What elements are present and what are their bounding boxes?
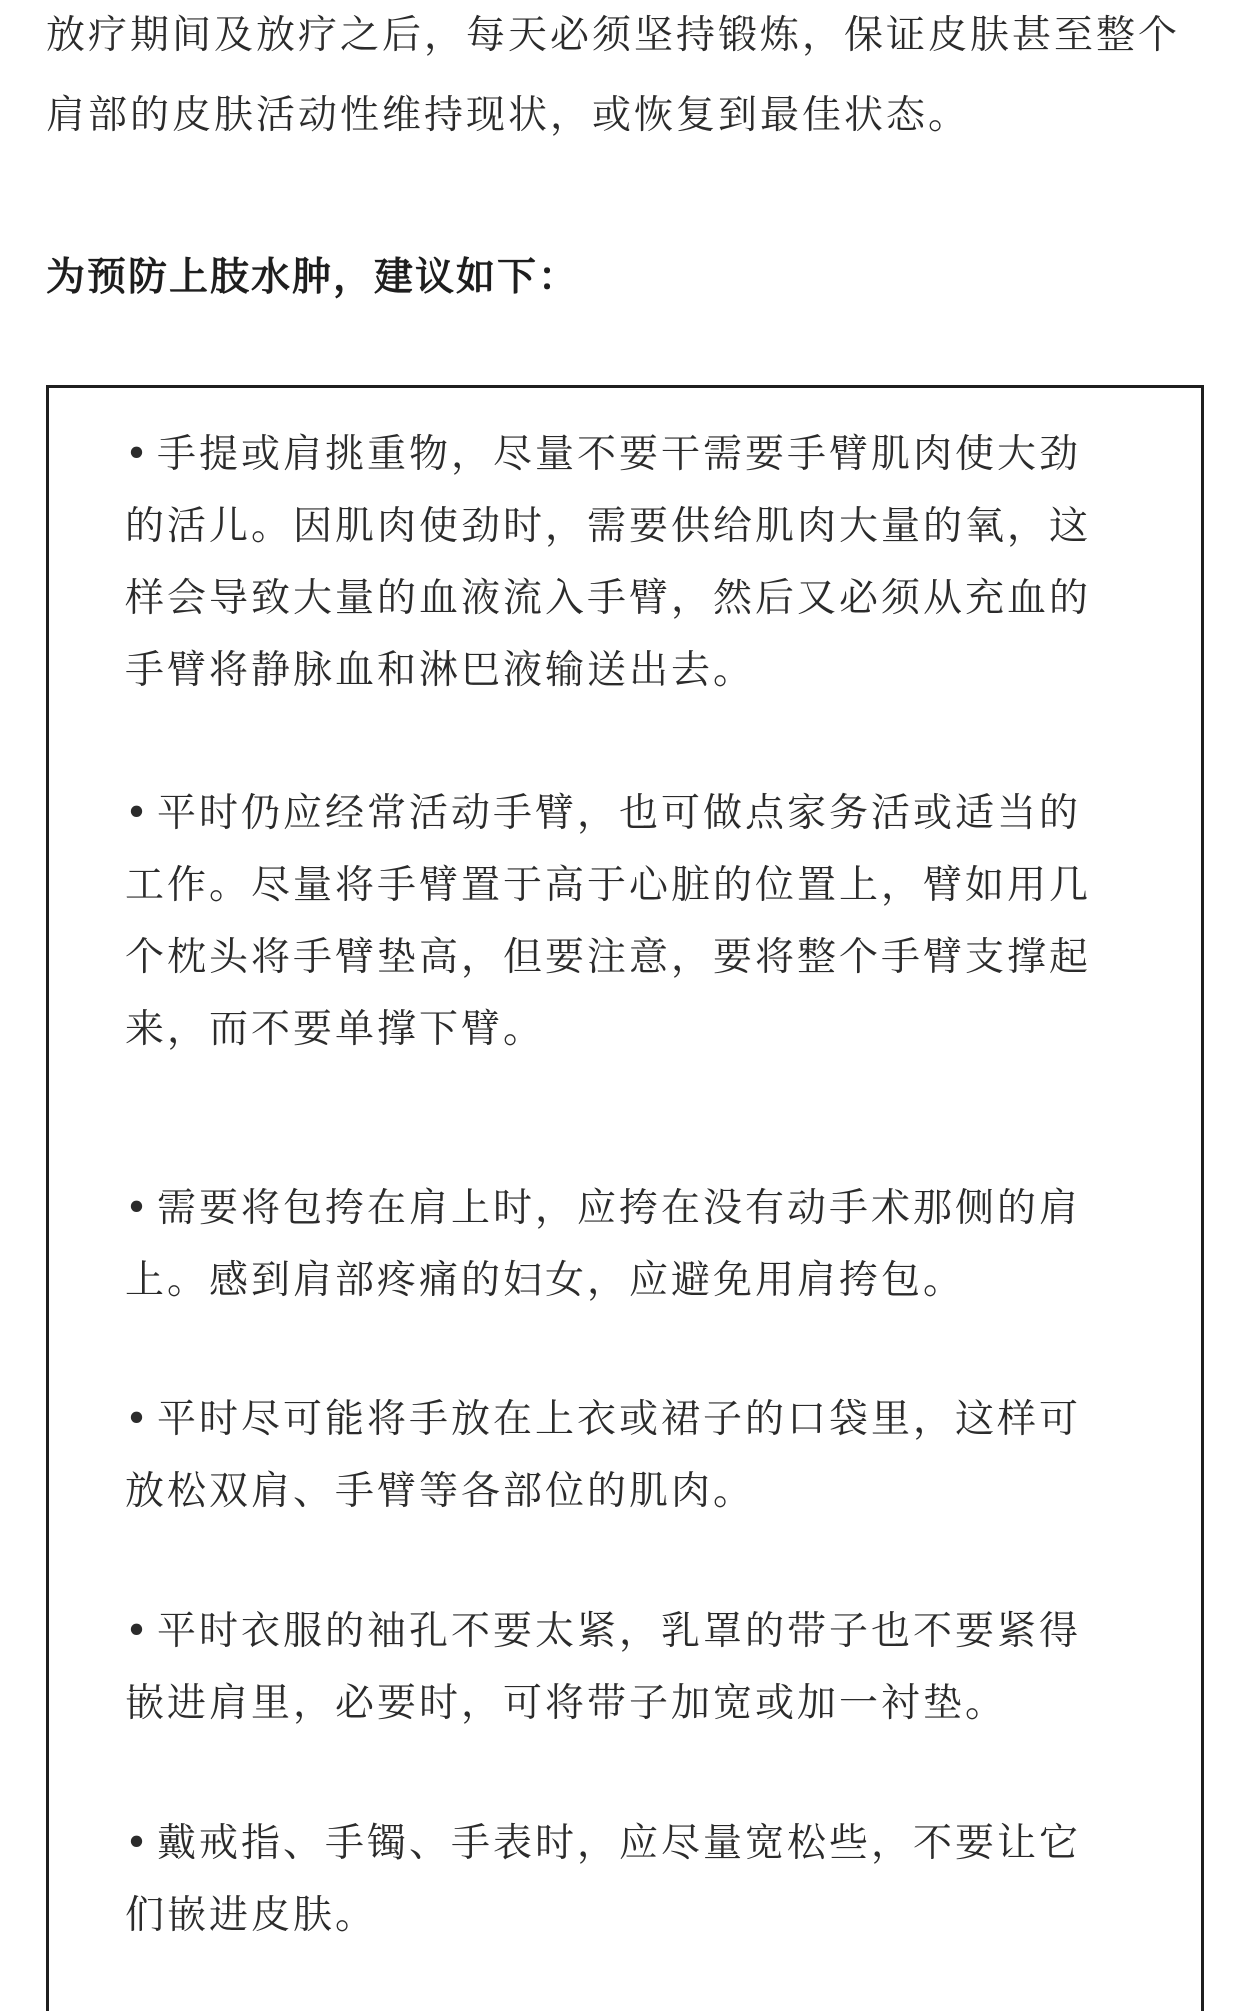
tip-line	[125, 1808, 1081, 1880]
tip-line: 们嵌进皮肤。	[125, 1893, 378, 1938]
tip-line	[125, 419, 1091, 491]
tip-item	[125, 778, 1091, 1066]
intro-line: 肩部的皮肤活动性维持现状，或恢复到最佳状态。	[46, 93, 971, 138]
tips-box	[46, 385, 1204, 2011]
tip-line: 上。感到肩部疼痛的妇女，应避免用肩挎包。	[125, 1258, 966, 1303]
tip-text: 需要将包挎在肩上时，应挎在没有动手术那侧的肩	[157, 1186, 1082, 1231]
tip-line	[125, 1384, 1081, 1456]
tip-text: 平时仍应经常活动手臂，也可做点家务活或适当的	[157, 791, 1082, 836]
bullet-marker: •	[125, 791, 149, 836]
bullet-marker: •	[125, 1821, 149, 1866]
intro-line: 放疗期间及放疗之后，每天必须坚持锻炼，保证皮肤甚至整个	[46, 13, 1181, 58]
tip-line: 样会导致大量的血液流入手臂，然后又必须从充血的	[125, 576, 1092, 621]
bullet-marker: •	[125, 1609, 149, 1654]
section-heading: 为预防上肢水肿，建议如下：	[46, 255, 580, 300]
tip-item	[125, 1596, 1081, 1740]
tip-line: 嵌进肩里，必要时，可将带子加宽或加一衬垫。	[125, 1681, 1008, 1726]
tip-text: 平时尽可能将手放在上衣或裙子的口袋里，这样可	[157, 1397, 1082, 1442]
intro-paragraph	[46, 0, 1180, 156]
tip-line: 个枕头将手臂垫高，但要注意，要将整个手臂支撑起	[125, 935, 1092, 980]
bullet-marker: •	[125, 432, 149, 477]
tip-line: 来，而不要单撑下臂。	[125, 1007, 546, 1052]
tip-text: 戴戒指、手镯、手表时，应尽量宽松些，不要让它	[157, 1821, 1082, 1866]
tip-item	[125, 1808, 1081, 1952]
tip-line: 放松双肩、手臂等各部位的肌肉。	[125, 1469, 756, 1514]
tip-line: 工作。尽量将手臂置于高于心脏的位置上，臂如用几	[125, 863, 1092, 908]
tip-line	[125, 1173, 1081, 1245]
tip-line	[125, 1596, 1081, 1668]
tip-line	[125, 778, 1091, 850]
tip-text: 手提或肩挑重物，尽量不要干需要手臂肌肉使大劲	[157, 432, 1082, 477]
tip-line: 的活儿。因肌肉使劲时，需要供给肌肉大量的氧，这	[125, 504, 1092, 549]
tip-item	[125, 419, 1091, 707]
bullet-marker: •	[125, 1397, 149, 1442]
bullet-marker: •	[125, 1186, 149, 1231]
tip-line: 手臂将静脉血和淋巴液输送出去。	[125, 648, 756, 693]
tip-item	[125, 1384, 1081, 1528]
tip-item	[125, 1173, 1081, 1317]
tip-text: 平时衣服的袖孔不要太紧，乳罩的带子也不要紧得	[157, 1609, 1082, 1654]
